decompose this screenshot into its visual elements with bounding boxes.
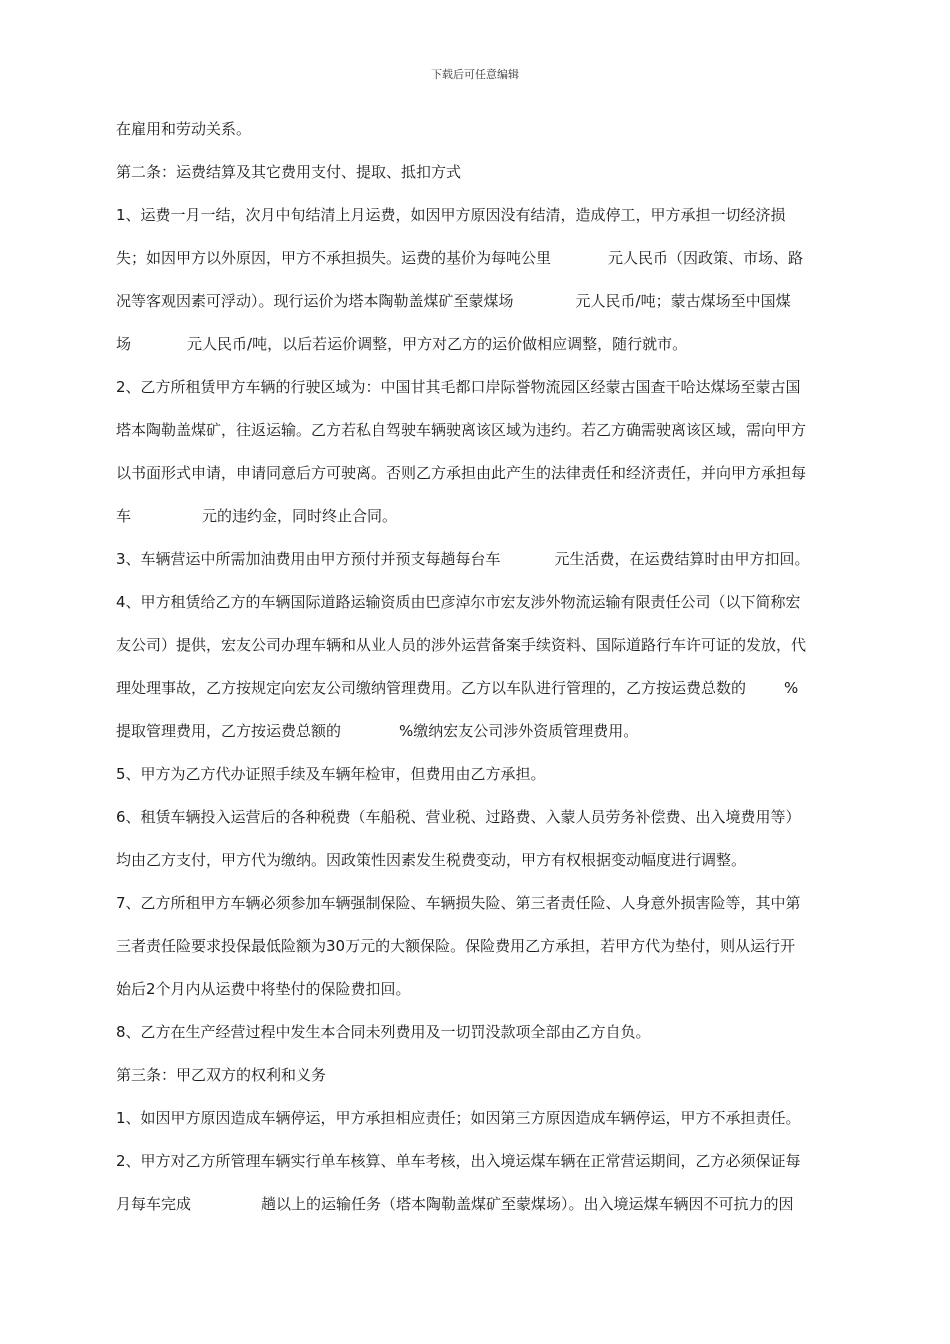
text-line: 6、租赁车辆投入运营后的各种税费（车船税、营业税、过路费、入蒙人员劳务补偿费、出入境费用等） (116, 808, 801, 826)
text-line: 月每车完成 趟以上的运输任务（塔本陶勒盖煤矿至蒙煤场）。出入境运煤车辆因不可抗力的因 (116, 1195, 794, 1213)
text-line: 塔本陶勒盖煤矿，往返运输。乙方若私自驾驶车辆驶离该区域为违约。若乙方确需驶离该区域，需向甲方 (116, 421, 807, 439)
section-heading: 第二条：运费结算及其它费用支付、提取、抵扣方式 (116, 163, 462, 181)
text-line: 车 元的违约金，同时终止合同。 (116, 507, 398, 525)
text-line: 4、甲方租赁给乙方的车辆国际道路运输资质由巴彦淖尔市宏友涉外物流运输有限责任公司（以下简称宏 (116, 593, 801, 611)
text-line: 在雇用和劳动关系。 (116, 120, 252, 138)
document-body (116, 117, 891, 1235)
text-line: 场 元人民币/吨，以后若运价调整，甲方对乙方的运价做相应调整，随行就市。 (116, 335, 688, 353)
text-line: 3、车辆营运中所需加油费用由甲方预付并预支每趟每台车 元生活费，在运费结算时由甲方扣回。 (116, 550, 810, 568)
text-line: 5、甲方为乙方代办证照手续及车辆年检审，但费用由乙方承担。 (116, 765, 546, 783)
section-heading: 第三条：甲乙双方的权利和义务 (116, 1066, 327, 1084)
text-line: 以书面形式申请，申请同意后方可驶离。否则乙方承担由此产生的法律责任和经济责任，并向甲方承担每 (116, 464, 807, 482)
text-line: 2、乙方所租赁甲方车辆的行驶区域为：中国甘其毛都口岸际誉物流园区经蒙古国查干哈达煤场至蒙古国 (116, 378, 801, 396)
text-line: 1、运费一月一结，次月中旬结清上月运费，如因甲方原因没有结清，造成停工，甲方承担一切经济损 (116, 206, 786, 224)
text-line: 2、甲方对乙方所管理车辆实行单车核算、单车考核，出入境运煤车辆在正常营运期间，乙方必须保证每 (116, 1152, 801, 1170)
text-line: 三者责任险要求投保最低险额为30万元的大额保险。保险费用乙方承担，若甲方代为垫付，则从运行开 (116, 937, 796, 955)
text-line: 始后2个月内从运费中将垫付的保险费扣回。 (116, 980, 411, 998)
text-line: 提取管理费用，乙方按运费总额的 %缴纳宏友公司涉外资质管理费用。 (116, 722, 639, 740)
text-line: 均由乙方支付，甲方代为缴纳。因政策性因素发生税费变动，甲方有权根据变动幅度进行调整。 (116, 851, 747, 869)
text-line: 理处理事故，乙方按规定向宏友公司缴纳管理费用。乙方以车队进行管理的，乙方按运费总数的 % (116, 679, 799, 697)
page-header: 下载后可任意编辑 (431, 68, 519, 81)
text-line: 7、乙方所租甲方车辆必须参加车辆强制保险、车辆损失险、第三者责任险、人身意外损害险等，其中第 (116, 894, 801, 912)
text-line: 1、如因甲方原因造成车辆停运，甲方承担相应责任；如因第三方原因造成车辆停运，甲方不承担责任。 (116, 1109, 801, 1127)
text-line: 8、乙方在生产经营过程中发生本合同未列费用及一切罚没款项全部由乙方自负。 (116, 1023, 651, 1041)
text-line: 友公司）提供，宏友公司办理车辆和从业人员的涉外运营备案手续资料、国际道路行车许可证的发放，代 (116, 636, 807, 654)
text-line: 况等客观因素可浮动）。现行运价为塔本陶勒盖煤矿至蒙煤场 元人民币/吨；蒙古煤场至中国煤 (116, 292, 791, 310)
text-line: 失；如因甲方以外原因，甲方不承担损失。运费的基价为每吨公里 元人民币（因政策、市场、路 (116, 249, 804, 267)
